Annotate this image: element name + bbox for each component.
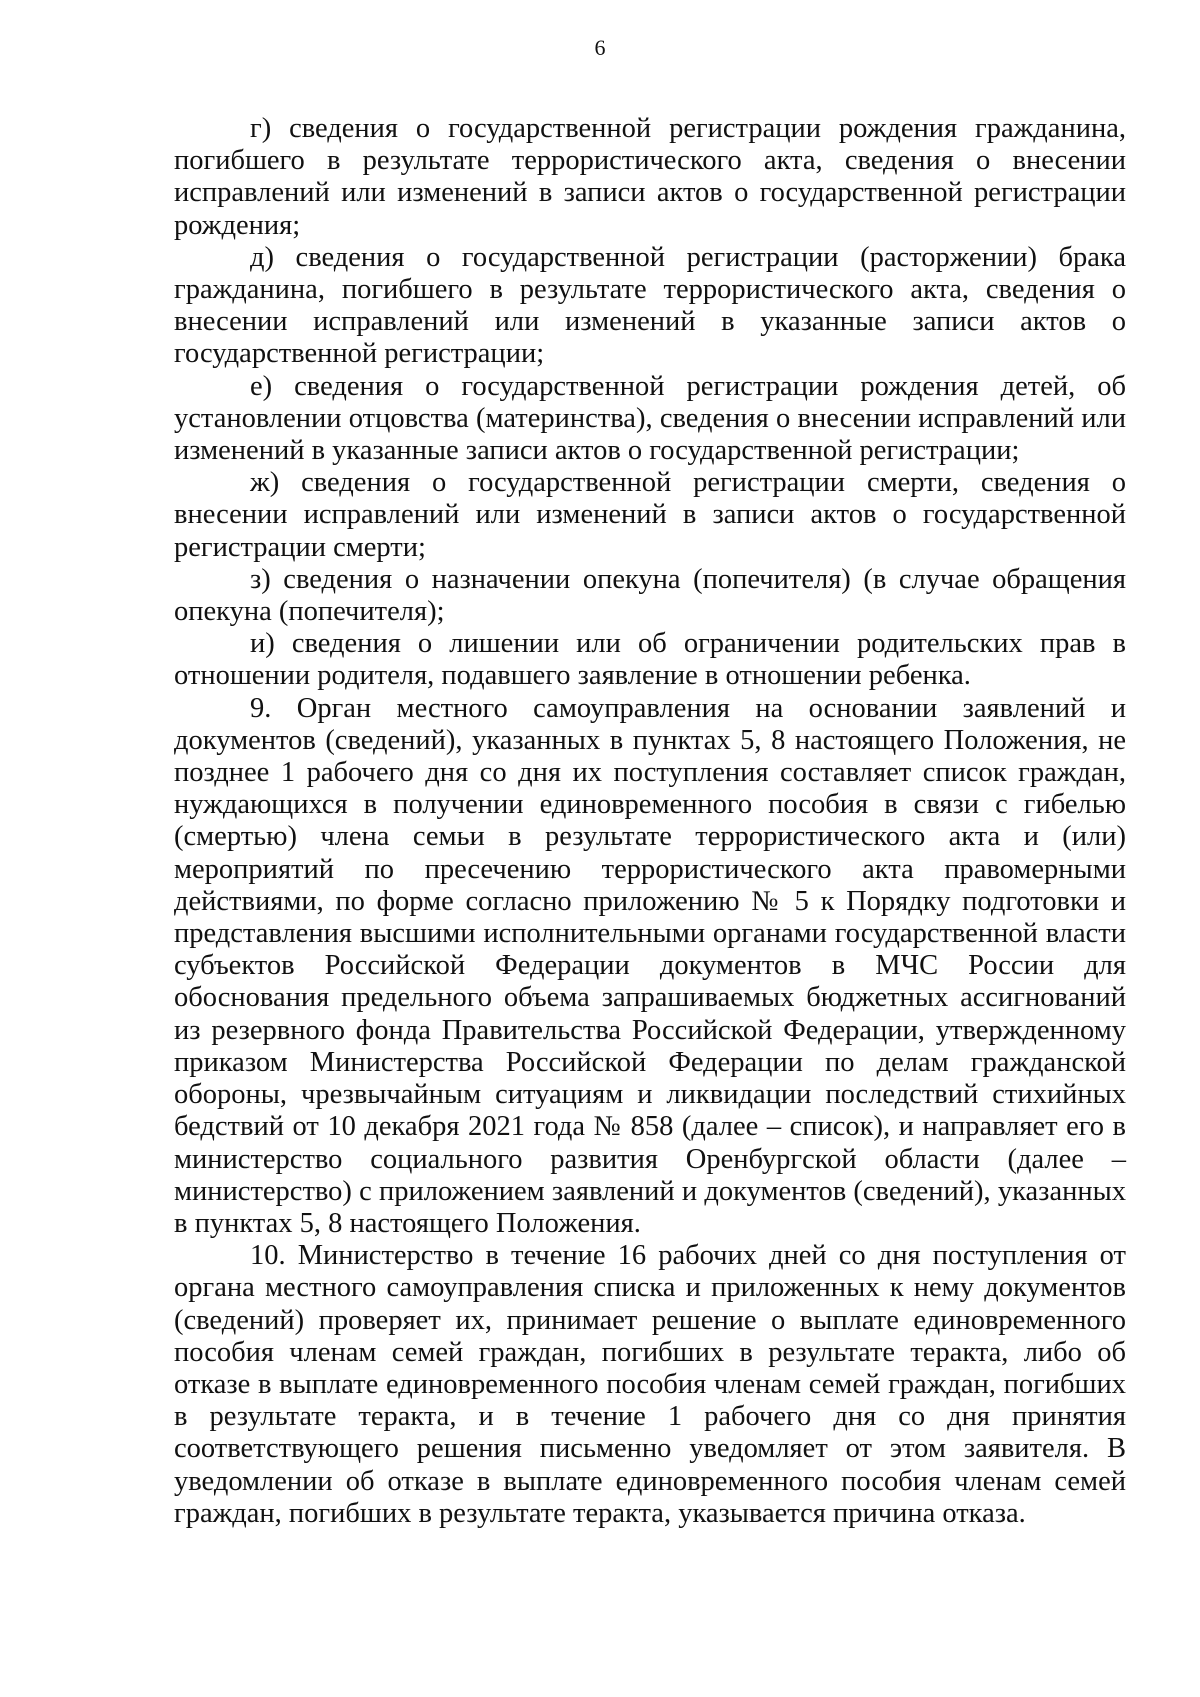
page-number: 6 <box>594 35 606 60</box>
paragraph-e: е) сведения о государственной регистрации рождения детей, об установлении отцовства (материнства), сведения о внесении исправлений или изменений в указанные записи актов о государственной регистрации; <box>174 370 1126 467</box>
paragraph-g: г) сведения о государственной регистрации рождения гражданина, погибшего в результате террористического акта, сведения о внесении исправлений или изменений в записи актов о государственной регистрации рождения; <box>174 113 1126 241</box>
paragraph-10: 10. Министерство в течение 16 рабочих дней со дня поступления от органа местного самоуправления списка и приложенных к нему документов (сведений) проверяет их, принимает решение о выплате единовременного пособия членам семей граждан, погибших в результате теракта, либо об отказе в выплате единовременного пособия членам семей граждан, погибших в результате теракта, и в течение 1 рабочего дня со дня принятия соответствующего решения письменно уведомляет от этом заявителя. В уведомлении об отказе в выплате единовременного пособия членам семей граждан, погибших в результате теракта, указывается причина отказа. <box>174 1240 1126 1529</box>
paragraph-d: д) сведения о государственной регистрации (расторжении) брака гражданина, погибшего в результате террористического акта, сведения о внесении исправлений или изменений в указанные записи актов о государственной регистрации; <box>174 241 1126 370</box>
paragraph-i: и) сведения о лишении или об ограничении родительских прав в отношении родителя, подавшего заявление в отношении ребенка. <box>174 628 1126 692</box>
paragraph-zh: ж) сведения о государственной регистрации смерти, сведения о внесении исправлений или изменений в записи актов о государственной регистрации смерти; <box>174 467 1126 563</box>
paragraph-9: 9. Орган местного самоуправления на основании заявлений и документов (сведений), указанных в пунктах 5, 8 настоящего Положения, не позднее 1 рабочего дня со дня их поступления составляет список граждан, нуждающихся в получении единовременного пособия в связи с гибелью (смертью) члена семьи в результате террористического акта и (или) мероприятий по пресечению террористического акта правомерными действиями, по форме согласно приложению № 5 к Порядку подготовки и представления высшими исполнительными органами государственной власти субъектов Российской Федерации документов в МЧС России для обоснования предельного объема запрашиваемых бюджетных ассигнований из резервного фонда Правительства Российской Федерации, утвержденному приказом Министерства Российской Федерации по делам гражданской обороны, чрезвычайным ситуациям и ликвидации последствий стихийных бедствий от 10 декабря 2021 года № 858 (далее – список), и направляет его в министерство социального развития Оренбургской области (далее – министерство) с приложением заявлений и документов (сведений), указанных в пунктах 5, 8 настоящего Положения. <box>174 692 1126 1239</box>
paragraph-z: з) сведения о назначении опекуна (попечителя) (в случае обращения опекуна (попечителя); <box>174 563 1126 628</box>
document-body <box>174 113 1126 1530</box>
